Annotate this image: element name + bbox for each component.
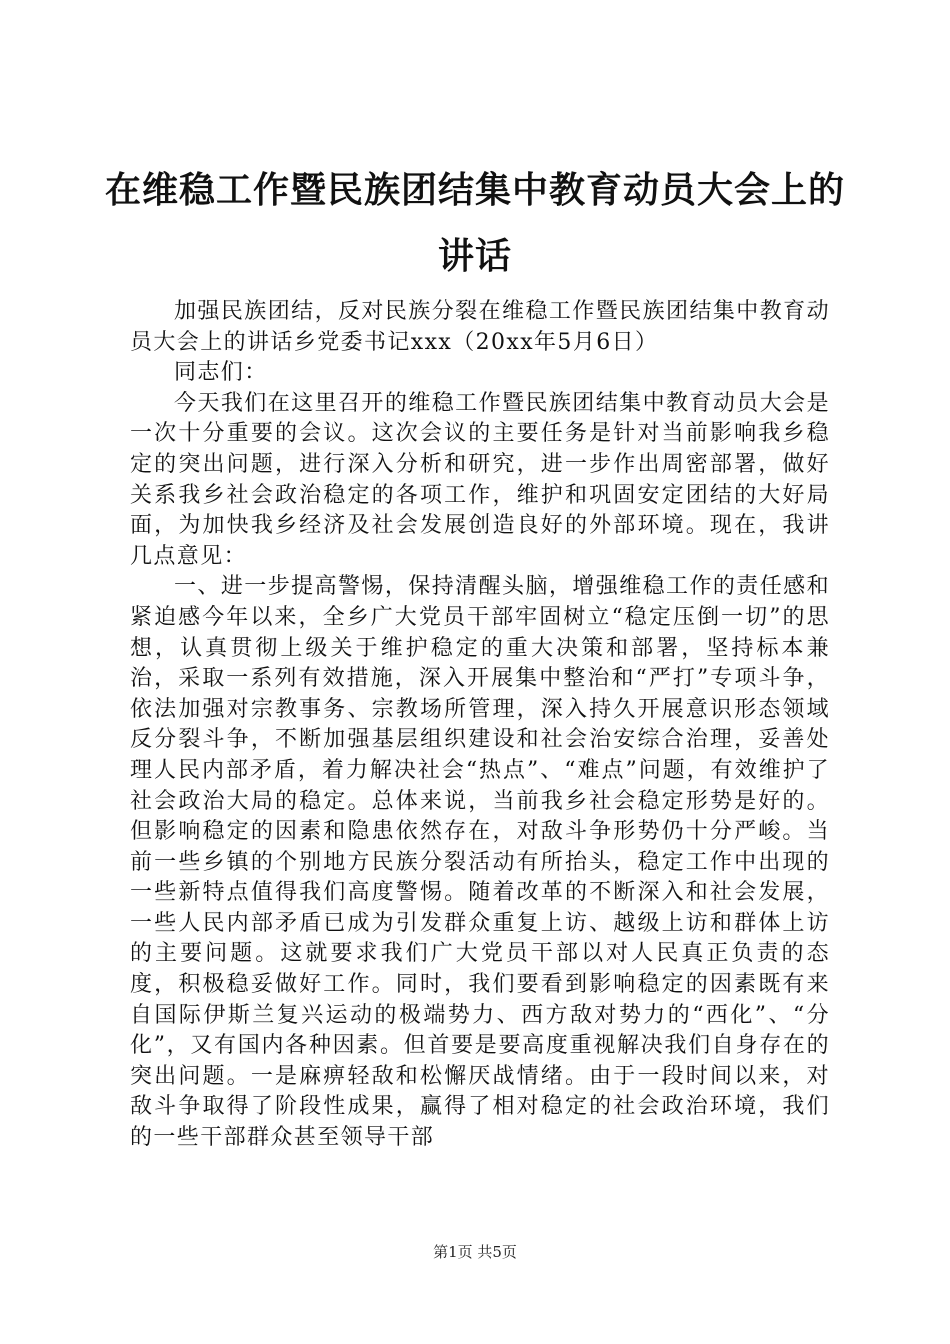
paragraph-introduction: 今天我们在这里召开的维稳工作暨民族团结集中教育动员大会是一次十分重要的会议。这次会议的主要任务是针对当前影响我乡稳定的突出问题，进行深入分析和研究，进一步作出周密部署，做好关系我乡社会政治稳定的各项工作，维护和巩固安定团结的大好局面，为加快我乡经济及社会发展创造良好的外部环境。现在，我讲几点意见： — [130, 390, 830, 569]
page-footer — [0, 1242, 950, 1262]
title-line-2: 讲话 — [437, 236, 512, 277]
document-body — [130, 297, 830, 1154]
paragraph-heading-info: 加强民族团结，反对民族分裂在维稳工作暨民族团结集中教育动员大会上的讲话乡党委书记xxx（20xx年5月6日） — [130, 299, 830, 355]
paragraph-salutation: 同志们： — [174, 360, 268, 386]
paragraph-section-one: 一、进一步提高警惕，保持清醒头脑，增强维稳工作的责任感和紧迫感今年以来，全乡广大党员干部牢固树立“稳定压倒一切”的思想，认真贯彻上级关于维护稳定的重大决策和部署，坚持标本兼治，采取一系列有效措施，深入开展集中整治和“严打”专项斗争，依法加强对宗教事务、宗教场所管理，深入持久开展意识形态领域反分裂斗争，不断加强基层组织建设和社会治安综合治理，妥善处理人民内部矛盾，着力解决社会“热点”、“难点”问题，有效维护了社会政治大局的稳定。总体来说，当前我乡社会稳定形势是好的。但影响稳定的因素和隐患依然存在，对敌斗争形势仍十分严峻。当前一些乡镇的个别地方民族分裂活动有所抬头，稳定工作中出现的一些新特点值得我们高度警惕。随着改革的不断深入和社会发展，一些人民内部矛盾已成为引发群众重复上访、越级上访和群体上访的主要问题。这就要求我们广大党员干部以对人民真正负责的态度，积极稳妥做好工作。同时，我们要看到影响稳定的因素既有来自国际伊斯兰复兴运动的极端势力、西方敌对势力的“西化”、“分化”，又有国内各种因素。但首要是要高度重视解决我们自身存在的突出问题。一是麻痹轻敌和松懈厌战情绪。由于一段时间以来，对敌斗争取得了阶段性成果，赢得了相对稳定的社会政治环境，我们的一些干部群众甚至领导干部 — [130, 574, 830, 1151]
title-line-1: 在维稳工作暨民族团结集中教育动员大会上的 — [104, 170, 845, 211]
page-number: 第1页 共5页 — [433, 1243, 517, 1261]
document-title — [100, 158, 850, 290]
